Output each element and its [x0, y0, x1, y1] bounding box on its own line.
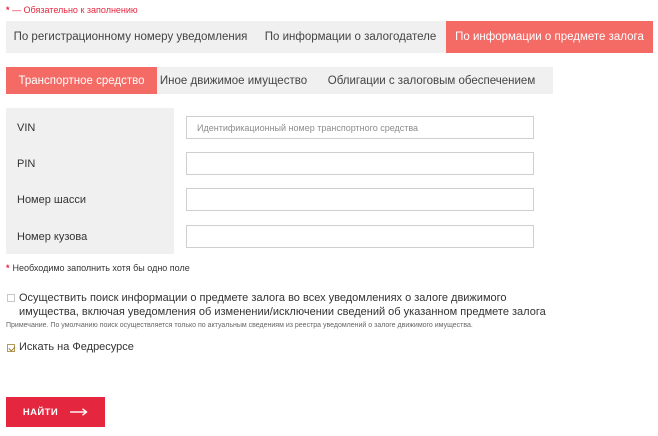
chassis-number-input[interactable] [186, 188, 534, 211]
at-least-one-field-note [6, 263, 190, 273]
search-mode-tabs [6, 21, 653, 53]
tab-other-movable-property[interactable]: Иное движимое имущество [159, 74, 308, 87]
search-default-note: Примечание. По умолчанию поиск осуществляется только по актуальным сведениям из реестра уведомлений о залоге движимого имущества. [6, 322, 473, 329]
required-fields-note [6, 5, 138, 15]
tab-registration-number[interactable]: По регистрационному номеру уведомления [13, 31, 248, 43]
chassis-number-label: Номер шасси [17, 194, 87, 206]
tab-pledge-subject-info[interactable]: По информации о предмете залога [446, 21, 653, 53]
find-button[interactable] [6, 397, 105, 427]
fedresurs-checkbox[interactable] [7, 344, 15, 352]
pin-input[interactable] [186, 152, 534, 175]
search-all-notifications-label: Осуществить поиск информации о предмете залога во всех уведомлениях о залоге движимого имущества, включая уведомления об изменении/исключении сведений об указанном предмете залога [19, 292, 546, 318]
tab-pledgor-info[interactable]: По информации о залогодателе [264, 31, 437, 43]
required-star: * [6, 263, 10, 273]
required-star: * [6, 5, 10, 15]
arrow-right-icon [70, 408, 88, 416]
find-button-label: НАЙТИ [22, 406, 59, 418]
tab-secured-bonds[interactable]: Облигации с залоговым обеспечением [327, 74, 536, 87]
tab-vehicle[interactable]: Транспортное средство [6, 67, 157, 94]
fedresurs-label: Искать на Федресурсе [19, 341, 134, 353]
at-least-one-field-text: Необходимо заполнить хотя бы одно поле [12, 263, 190, 273]
body-number-input[interactable] [186, 225, 534, 248]
body-number-label: Номер кузова [17, 231, 88, 243]
pin-label: PIN [17, 158, 36, 170]
vin-label: VIN [17, 122, 36, 134]
pledge-subject-type-tabs [6, 67, 553, 94]
vin-input[interactable] [186, 116, 534, 139]
search-all-notifications-checkbox[interactable] [7, 294, 15, 302]
required-note-text: — Обязательно к заполнению [12, 5, 138, 15]
